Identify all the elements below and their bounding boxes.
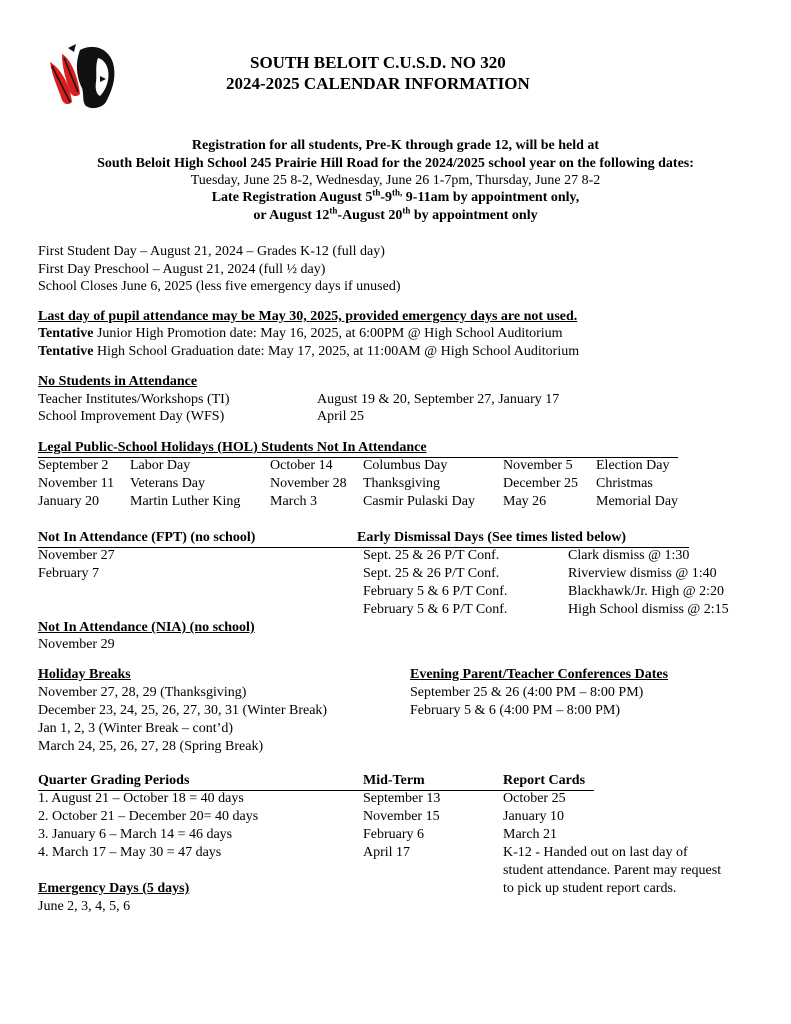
nia-item: November 29: [38, 637, 115, 652]
early-dismissal-date: Sept. 25 & 26 P/T Conf.: [363, 566, 500, 581]
report-card-date: January 10: [503, 809, 565, 824]
report-card-note-line-2: student attendance. Parent may request: [503, 863, 722, 878]
early-dismissal-school: Clark dismiss @ 1:30: [568, 548, 690, 563]
high-school-graduation: Tentative High School Graduation date: May 17, 2025, at 11:00AM @ High School Auditorium: [38, 344, 580, 359]
holiday-name: Columbus Day: [363, 458, 448, 473]
holiday-break-item: November 27, 28, 29 (Thanksgiving): [38, 685, 247, 700]
early-dismissal-school: Blackhawk/Jr. High @ 2:20: [568, 584, 724, 599]
early-dismissal-school: High School dismiss @ 2:15: [568, 602, 729, 617]
midterm-date: September 13: [363, 791, 441, 806]
last-day-heading: Last day of pupil attendance may be May 30, 2025, provided emergency days are not used.: [38, 309, 578, 324]
midterm-date: April 17: [363, 845, 411, 860]
holiday-breaks-heading: Holiday Breaks: [38, 667, 131, 682]
first-day-preschool: First Day Preschool – August 21, 2024 (full ½ day): [38, 262, 326, 277]
early-dismissal-date: February 5 & 6 P/T Conf.: [363, 584, 508, 599]
grading-period: 4. March 17 – May 30 = 47 days: [38, 845, 222, 860]
conference-item: February 5 & 6 (4:00 PM – 8:00 PM): [410, 703, 620, 718]
early-dismissal-date: Sept. 25 & 26 P/T Conf.: [363, 548, 500, 563]
registration-line-2: South Beloit High School 245 Prairie Hill Road for the 2024/2025 school year on the following dates:: [97, 156, 694, 171]
calendar-title: 2024-2025 CALENDAR INFORMATION: [226, 74, 530, 93]
holiday-name: Christmas: [596, 476, 653, 491]
midterm-date: February 6: [363, 827, 425, 842]
holiday-date: May 26: [503, 494, 547, 509]
early-dismissal-date: February 5 & 6 P/T Conf.: [363, 602, 508, 617]
school-improvement-dates: April 25: [317, 409, 365, 424]
late-registration-line-2: or August 12th-August 20th by appointment only: [253, 205, 538, 223]
holiday-break-item: March 24, 25, 26, 27, 28 (Spring Break): [38, 739, 264, 754]
conference-item: September 25 & 26 (4:00 PM – 8:00 PM): [410, 685, 644, 700]
holiday-name: Veterans Day: [130, 476, 206, 491]
report-card-note: K-12 - Handed out on last day of: [503, 845, 688, 860]
conferences-heading: Evening Parent/Teacher Conferences Dates: [410, 667, 669, 682]
fpt-item: February 7: [38, 566, 100, 581]
holiday-name: Memorial Day: [596, 494, 679, 509]
registration-line-3: Tuesday, June 25 8-2, Wednesday, June 26 1-7pm, Thursday, June 27 8-2: [190, 173, 601, 188]
report-card-date: March 21: [503, 827, 558, 842]
school-closes: School Closes June 6, 2025 (less five emergency days if unused): [38, 279, 401, 294]
report-card-note-line-3: to pick up student report cards.: [503, 881, 677, 896]
holiday-name: Casmir Pulaski Day: [363, 494, 475, 509]
emergency-days-heading: Emergency Days (5 days): [38, 881, 190, 896]
midterm-heading: Mid-Term: [363, 773, 425, 788]
report-card-date: October 25: [503, 791, 566, 806]
holiday-name: Election Day: [596, 458, 670, 473]
grading-period: 2. October 21 – December 20= 40 days: [38, 809, 259, 824]
school-mascot-logo-icon: [40, 36, 122, 118]
emergency-days-list: June 2, 3, 4, 5, 6: [38, 899, 131, 914]
holiday-date: November 11: [38, 476, 115, 491]
holidays-heading: Legal Public-School Holidays (HOL) Students Not In Attendance: [38, 440, 427, 455]
holiday-name: Thanksgiving: [363, 476, 440, 491]
nia-heading: Not In Attendance (NIA) (no school): [38, 620, 255, 635]
teacher-institutes-label: Teacher Institutes/Workshops (TI): [38, 392, 230, 407]
no-students-heading: No Students in Attendance: [38, 374, 198, 389]
holiday-date: November 5: [503, 458, 573, 473]
fpt-heading: Not In Attendance (FPT) (no school): [38, 530, 256, 545]
district-title: SOUTH BELOIT C.U.S.D. NO 320: [250, 53, 506, 72]
late-registration-line-1: Late Registration August $5th-9^{th,}$ 9-11am by appointment only,: [211, 187, 580, 205]
holiday-name: Martin Luther King: [130, 494, 241, 509]
early-dismissal-heading: Early Dismissal Days (See times listed below): [357, 530, 627, 545]
midterm-date: November 15: [363, 809, 440, 824]
holiday-date: January 20: [38, 494, 100, 509]
report-cards-heading: Report Cards: [503, 773, 586, 788]
holiday-name: Labor Day: [130, 458, 191, 473]
grading-period: 1. August 21 – October 18 = 40 days: [38, 791, 244, 806]
holiday-break-item: December 23, 24, 25, 26, 27, 30, 31 (Winter Break): [38, 703, 328, 718]
holiday-date: December 25: [503, 476, 579, 491]
grading-period: 3. January 6 – March 14 = 46 days: [38, 827, 233, 842]
first-student-day: First Student Day – August 21, 2024 – Grades K-12 (full day): [38, 244, 385, 259]
holiday-date: March 3: [270, 494, 318, 509]
teacher-institutes-dates: August 19 & 20, September 27, January 17: [317, 392, 560, 407]
holiday-date: September 2: [38, 458, 109, 473]
fpt-item: November 27: [38, 548, 115, 563]
holiday-date: October 14: [270, 458, 333, 473]
holiday-break-item: Jan 1, 2, 3 (Winter Break – cont’d): [38, 721, 233, 736]
holiday-date: November 28: [270, 476, 347, 491]
school-improvement-label: School Improvement Day (WFS): [38, 409, 225, 424]
quarter-heading: Quarter Grading Periods: [38, 773, 190, 788]
early-dismissal-school: Riverview dismiss @ 1:40: [568, 566, 717, 581]
registration-line-1: Registration for all students, Pre-K through grade 12, will be held at: [191, 138, 600, 153]
junior-high-promotion: Tentative Junior High Promotion date: May 16, 2025, at 6:00PM @ High School Auditorium: [38, 326, 563, 341]
